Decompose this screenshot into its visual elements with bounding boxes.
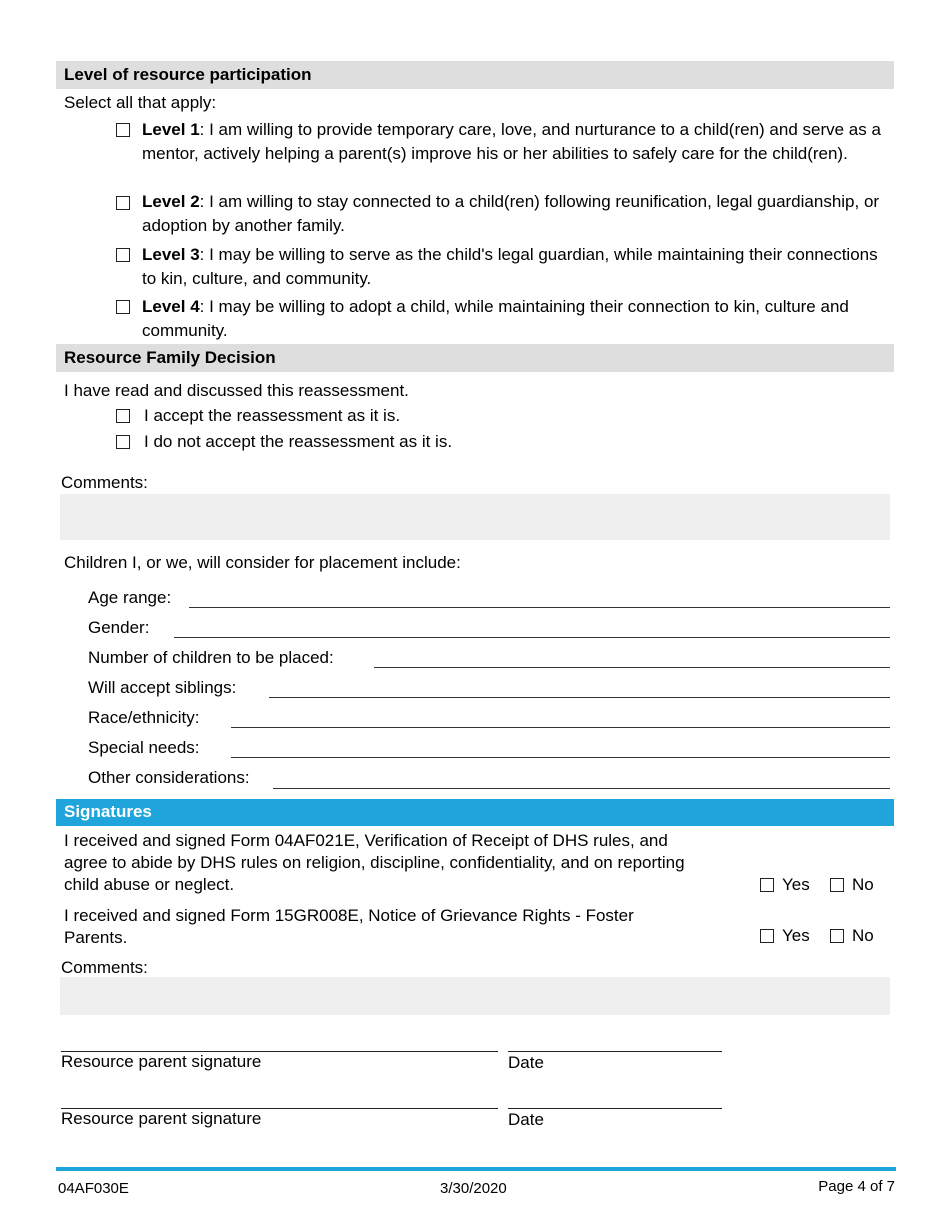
special-needs-field[interactable]	[231, 757, 890, 758]
reject-checkbox[interactable]	[116, 435, 130, 449]
signature-label-1: Resource parent signature	[61, 1052, 262, 1071]
footer-divider	[56, 1167, 896, 1171]
form2-no-checkbox[interactable]	[830, 929, 844, 943]
level-1-text: : I am willing to provide temporary care, love, and nurturance to a child(ren) and serve as a mentor, actively helping a parent(s) improve his or her abilities to safely care for the child(ren).	[142, 120, 881, 163]
accept-checkbox[interactable]	[116, 409, 130, 423]
level-2-checkbox[interactable]	[116, 196, 130, 210]
level-2-label: Level 2	[142, 192, 200, 211]
signature-label-2: Resource parent signature	[61, 1109, 262, 1128]
siblings-field[interactable]	[269, 697, 890, 698]
other-considerations-field[interactable]	[273, 788, 890, 789]
decision-header	[56, 344, 894, 372]
participation-instruction: Select all that apply:	[64, 93, 217, 112]
form2-no-label: No	[852, 926, 874, 945]
signatures-comments-field[interactable]	[60, 977, 890, 1015]
form1-line1: I received and signed Form 04AF021E, Verification of Receipt of DHS rules, and	[64, 831, 668, 850]
reject-label: I do not accept the reassessment as it is.	[144, 432, 453, 451]
decision-comments-field[interactable]	[60, 494, 890, 540]
race-ethnicity-field[interactable]	[231, 727, 890, 728]
date-label-1: Date	[508, 1053, 544, 1072]
level-3-label: Level 3	[142, 245, 200, 264]
siblings-label: Will accept siblings:	[88, 678, 237, 697]
level-1-checkbox[interactable]	[116, 123, 130, 137]
footer-date: 3/30/2020	[440, 1180, 507, 1197]
footer-form-id: 04AF030E	[58, 1180, 129, 1197]
gender-field[interactable]	[174, 637, 890, 638]
level-3-text: : I may be willing to serve as the child's legal guardian, while maintaining their connections to kin, culture, and community.	[142, 245, 878, 288]
signatures-comments-label: Comments:	[61, 958, 148, 977]
form2-line2: Parents.	[64, 928, 128, 947]
footer-page-number: Page 4 of 7	[818, 1178, 895, 1195]
level-4-text: : I may be willing to adopt a child, while maintaining their connection to kin, culture and community.	[142, 297, 849, 340]
gender-label: Gender:	[88, 618, 150, 637]
form1-line3: child abuse or neglect.	[64, 875, 235, 894]
participation-header	[56, 61, 894, 89]
level-4-item	[142, 295, 894, 342]
level-4-label: Level 4	[142, 297, 200, 316]
level-4-checkbox[interactable]	[116, 300, 130, 314]
level-1-label: Level 1	[142, 120, 200, 139]
form2-yes-checkbox[interactable]	[760, 929, 774, 943]
race-ethnicity-label: Race/ethnicity:	[88, 708, 200, 727]
decision-statement: I have read and discussed this reassessment.	[64, 381, 409, 400]
special-needs-label: Special needs:	[88, 738, 200, 757]
age-range-label: Age range:	[88, 588, 172, 607]
date-label-2: Date	[508, 1110, 544, 1129]
level-3-item	[142, 243, 894, 290]
decision-comments-label: Comments:	[61, 473, 148, 492]
form1-no-checkbox[interactable]	[830, 878, 844, 892]
number-children-label: Number of children to be placed:	[88, 648, 334, 667]
form2-yes-label: Yes	[782, 926, 810, 945]
decision-title: Resource Family Decision	[64, 348, 276, 367]
form1-line2: agree to abide by DHS rules on religion, discipline, confidentiality, and on reporting	[64, 853, 685, 872]
level-2-text: : I am willing to stay connected to a child(ren) following reunification, legal guardianship, or adoption by another family.	[142, 192, 880, 235]
form1-no-label: No	[852, 875, 874, 894]
accept-label: I accept the reassessment as it is.	[144, 406, 401, 425]
signatures-header	[56, 799, 894, 826]
form2-line1: I received and signed Form 15GR008E, Notice of Grievance Rights - Foster	[64, 906, 634, 925]
signatures-title: Signatures	[64, 802, 152, 821]
participation-title: Level of resource participation	[64, 65, 312, 84]
number-children-field[interactable]	[374, 667, 890, 668]
level-1-item	[142, 118, 894, 165]
form1-yes-label: Yes	[782, 875, 810, 894]
level-3-checkbox[interactable]	[116, 248, 130, 262]
other-considerations-label: Other considerations:	[88, 768, 250, 787]
level-2-item	[142, 190, 894, 237]
age-range-field[interactable]	[189, 607, 890, 608]
placement-intro: Children I, or we, will consider for placement include:	[64, 553, 461, 572]
form1-yes-checkbox[interactable]	[760, 878, 774, 892]
